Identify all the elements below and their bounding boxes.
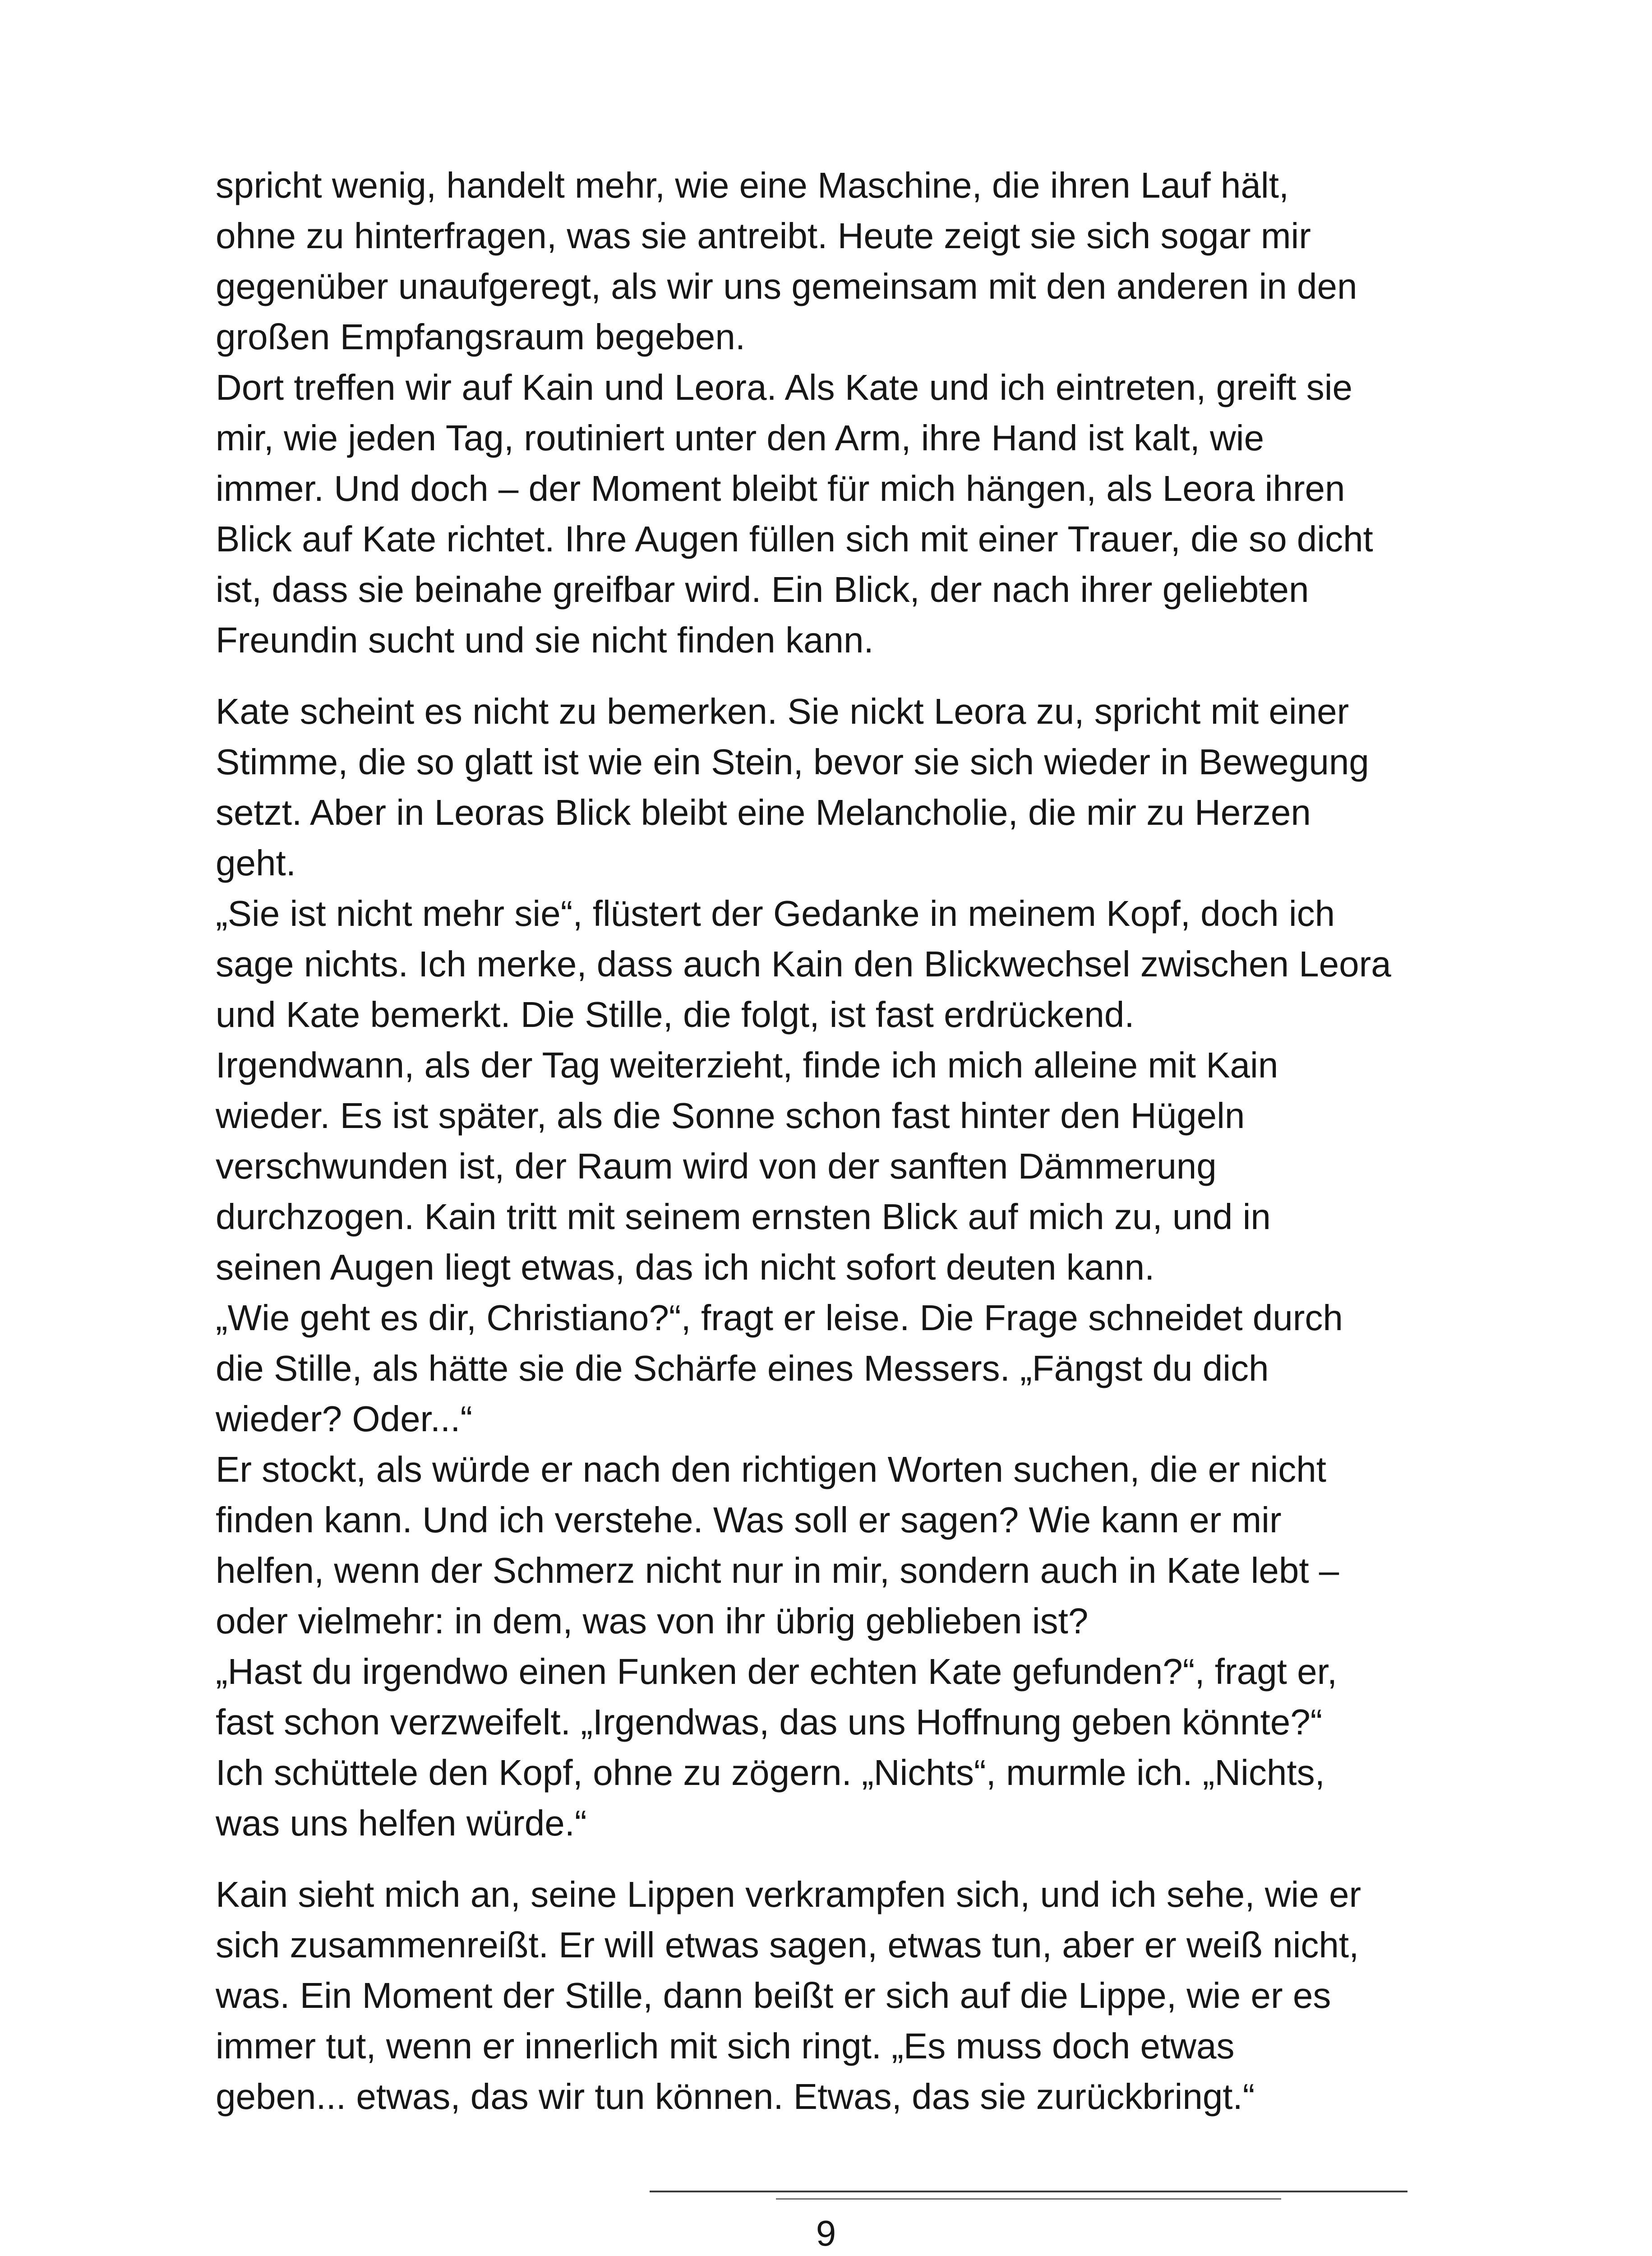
text-line: „Wie geht es dir, Christiano?“, fragt er leise. Die Frage schneidet durch <box>216 1298 1343 1338</box>
text-line: wieder? Oder...“ <box>216 1399 473 1439</box>
text-line: Irgendwann, als der Tag weiterzieht, finde ich mich alleine mit Kain <box>216 1045 1278 1085</box>
text-line: setzt. Aber in Leoras Blick bleibt eine Melancholie, die mir zu Herzen <box>216 792 1311 832</box>
text-line: oder vielmehr: in dem, was von ihr übrig geblieben ist? <box>216 1601 1089 1641</box>
text-line: spricht wenig, handelt mehr, wie eine Maschine, die ihren Lauf hält, <box>216 165 1289 205</box>
paragraph-5 <box>216 1040 1452 1293</box>
paragraph-9 <box>216 1747 1452 1849</box>
text-line: „Sie ist nicht mehr sie“, flüstert der Gedanke in meinem Kopf, doch ich <box>216 893 1335 934</box>
text-line: was. Ein Moment der Stille, dann beißt er sich auf die Lippe, wie er es <box>216 1975 1331 2016</box>
paragraph-8 <box>216 1646 1452 1747</box>
body-text <box>216 160 1452 2122</box>
text-line: geben... etwas, das wir tun können. Etwas, das sie zurückbringt.“ <box>216 2076 1255 2117</box>
text-line: immer tut, wenn er innerlich mit sich ringt. „Es muss doch etwas <box>216 2026 1235 2066</box>
text-line: gegenüber unaufgeregt, als wir uns gemeinsam mit den anderen in den <box>216 266 1357 306</box>
text-line: ist, dass sie beinahe greifbar wird. Ein Blick, der nach ihrer geliebten <box>216 569 1309 610</box>
paragraph-4 <box>216 888 1452 1040</box>
paragraph-2 <box>216 362 1452 666</box>
text-line: immer. Und doch – der Moment bleibt für mich hängen, als Leora ihren <box>216 468 1345 509</box>
text-line: Kate scheint es nicht zu bemerken. Sie nickt Leora zu, spricht mit einer <box>216 691 1349 731</box>
text-line: Kain sieht mich an, seine Lippen verkrampfen sich, und ich sehe, wie er <box>216 1874 1361 1914</box>
text-line: seinen Augen liegt etwas, das ich nicht sofort deuten kann. <box>216 1247 1155 1287</box>
text-line: helfen, wenn der Schmerz nicht nur in mir, sondern auch in Kate lebt – <box>216 1550 1339 1590</box>
text-line: verschwunden ist, der Raum wird von der sanften Dämmerung <box>216 1146 1217 1186</box>
text-line: was uns helfen würde.“ <box>216 1803 587 1843</box>
text-line: ohne zu hinterfragen, was sie antreibt. Heute zeigt sie sich sogar mir <box>216 216 1311 256</box>
text-line: Dort treffen wir auf Kain und Leora. Als Kate und ich eintreten, greift sie <box>216 367 1352 407</box>
text-line: Er stockt, als würde er nach den richtigen Worten suchen, die er nicht <box>216 1449 1326 1489</box>
paragraph-10 <box>216 1869 1452 2122</box>
text-line: fast schon verzweifelt. „Irgendwas, das uns Hoffnung geben könnte?“ <box>216 1702 1323 1742</box>
text-line: geht. <box>216 843 296 883</box>
text-line: Freundin sucht und sie nicht finden kann. <box>216 620 874 660</box>
text-line: sich zusammenreißt. Er will etwas sagen, etwas tun, aber er weiß nicht, <box>216 1925 1359 1965</box>
paragraph-1 <box>216 160 1452 362</box>
text-line: Ich schüttele den Kopf, ohne zu zögern. „Nichts“, murmle ich. „Nichts, <box>216 1752 1325 1793</box>
text-line: sage nichts. Ich merke, dass auch Kain den Blickwechsel zwischen Leora <box>216 944 1391 984</box>
text-line: Stimme, die so glatt ist wie ein Stein, bevor sie sich wieder in Bewegung <box>216 742 1369 782</box>
text-line: großen Empfangsraum begeben. <box>216 317 746 357</box>
paragraph-3 <box>216 686 1452 888</box>
text-line: wieder. Es ist später, als die Sonne schon fast hinter den Hügeln <box>216 1096 1245 1136</box>
text-line: und Kate bemerkt. Die Stille, die folgt, ist fast erdrückend. <box>216 994 1135 1035</box>
text-line: mir, wie jeden Tag, routiniert unter den Arm, ihre Hand ist kalt, wie <box>216 418 1264 458</box>
text-line: „Hast du irgendwo einen Funken der echten Kate gefunden?“, fragt er, <box>216 1651 1338 1692</box>
text-line: Blick auf Kate richtet. Ihre Augen füllen sich mit einer Trauer, die so dicht <box>216 519 1373 559</box>
text-line: die Stille, als hätte sie die Schärfe eines Messers. „Fängst du dich <box>216 1348 1269 1388</box>
paragraph-7 <box>216 1444 1452 1646</box>
page-number: 9 <box>816 2213 836 2253</box>
text-line: finden kann. Und ich verstehe. Was soll er sagen? Wie kann er mir <box>216 1500 1282 1540</box>
footer-divider <box>650 2191 1407 2192</box>
paragraph-6 <box>216 1293 1452 1444</box>
footer-divider-secondary <box>776 2198 1281 2200</box>
text-line: durchzogen. Kain tritt mit seinem ernsten Blick auf mich zu, und in <box>216 1197 1271 1237</box>
